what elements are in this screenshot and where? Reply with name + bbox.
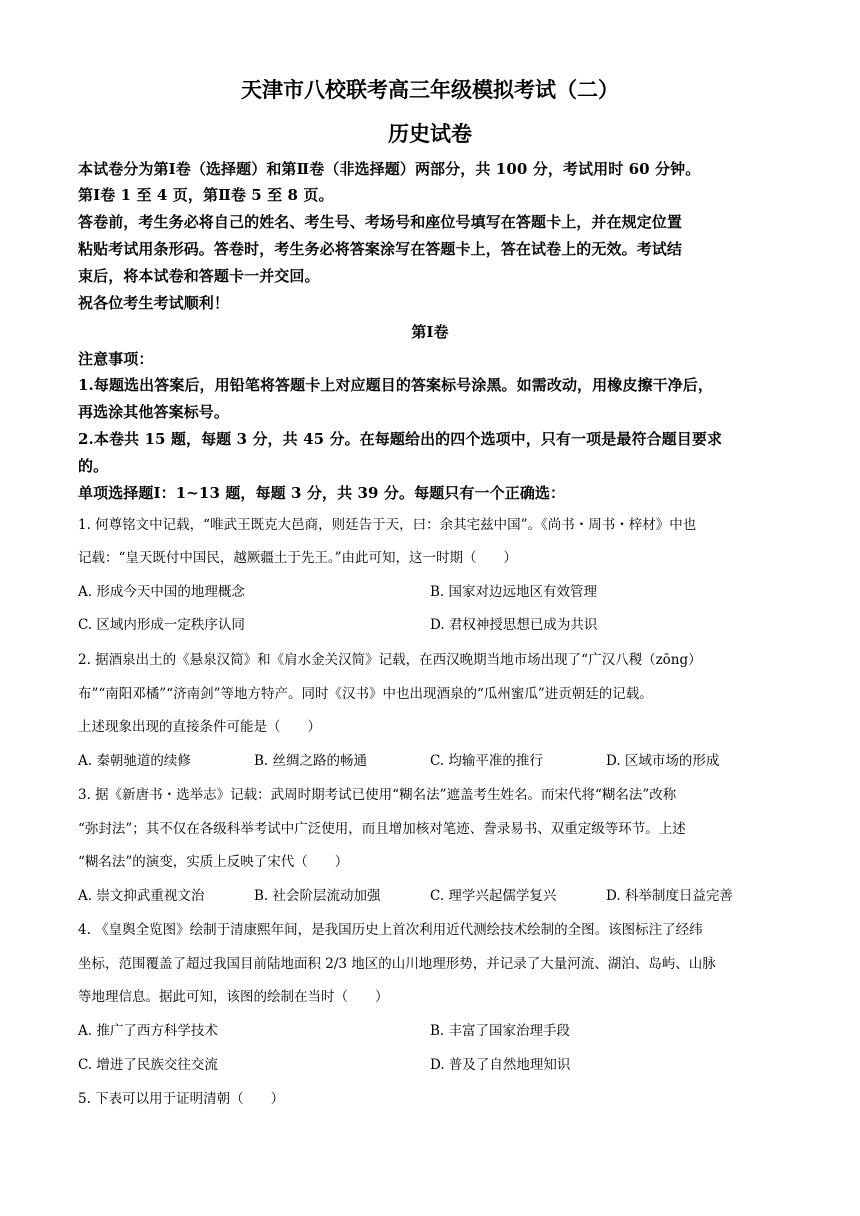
question-3-stem: “弥封法”；其不仅在各级科举考试中广泛使用，而且增加核对笔迹、誊录易书、双重定级等环节。上述: [78, 821, 686, 837]
intro-line: 答卷前，考生务必将自己的姓名、考生号、考场号和座位号填写在答题卡上，并在规定位置: [78, 213, 683, 231]
question-2-option-d: D. 区域市场的形成: [606, 753, 720, 769]
exam-title: 天津市八校联考高三年级模拟考试（二）: [241, 77, 619, 102]
question-2-option-a: A. 秦朝驰道的续修: [78, 753, 191, 769]
question-3-option-b: B. 社会阶层流动加强: [254, 888, 381, 904]
note-line: 再选涂其他答案标号。: [78, 403, 230, 421]
question-3-stem: 3. 据《新唐书・选举志》记载：武周时期考试已使用“糊名法”遮盖考生姓名。而宋代将“糊名法”改称: [78, 787, 677, 803]
question-4-option-d: D. 普及了自然地理知识: [430, 1057, 571, 1073]
question-1-option-b: B. 国家对边远地区有效管理: [430, 584, 598, 600]
question-3-option-a: A. 崇文抑武重视文治: [78, 888, 205, 904]
question-3-option-c: C. 理学兴起儒学复兴: [430, 888, 557, 904]
note-line: 1.每题选出答案后，用铅笔将答题卡上对应题目的答案标号涂黑。如需改动，用橡皮擦干净后，: [78, 376, 713, 394]
question-4-stem: 4. 《皇舆全览图》绘制于清康熙年间，是我国历史上首次利用近代测绘技术绘制的全图。该图标注了经纬: [78, 922, 703, 938]
section-label: 第Ⅰ卷: [411, 323, 449, 341]
question-4-option-a: A. 推广了西方科学技术: [78, 1023, 218, 1039]
question-2-stem: 上述现象出现的直接条件可能是（ ）: [78, 719, 321, 735]
question-4-stem: 坐标，范围覆盖了超过我国目前陆地面积 2/3 地区的山川地理形势，并记录了大量河流、湖泊、岛屿、山脉: [78, 956, 716, 972]
intro-line: 第Ⅰ卷 1 至 4 页，第Ⅱ卷 5 至 8 页。: [78, 186, 334, 204]
intro-line: 祝各位考生考试顺利！: [78, 294, 230, 312]
question-2-option-b: B. 丝绸之路的畅通: [254, 753, 368, 769]
question-1-option-c: C. 区域内形成一定秩序认同: [78, 617, 245, 633]
exam-subtitle: 历史试卷: [388, 121, 472, 146]
question-3-stem: “糊名法”的演变，实质上反映了宋代（ ）: [78, 854, 349, 870]
intro-line: 束后，将本试卷和答题卡一并交回。: [78, 267, 320, 285]
question-1-option-a: A. 形成今天中国的地理概念: [78, 584, 245, 600]
question-1-stem: 1. 何尊铭文中记载，“唯武王既克大邑商，则廷告于天，曰：余其宅兹中国”。《尚书・周书・梓材》中也: [78, 517, 697, 533]
note-line: 的。: [78, 457, 109, 475]
question-2-stem: 布”“南阳邓橘”“济南剑”等地方特产。同时《汉书》中也出现酒泉的“瓜州蜜瓜”进贡朝廷的记载。: [78, 686, 653, 702]
question-2-stem: 2. 据酒泉出土的《悬泉汉简》和《肩水金关汉简》记载，在西汉晚期当地市场出现了“广汉八稯（zōng）: [78, 652, 702, 668]
notes-title: 注意事项：: [78, 350, 154, 368]
question-3-option-d: D. 科举制度日益完善: [606, 888, 733, 904]
question-4-stem: 等地理信息。据此可知，该图的绘制在当时（ ）: [78, 989, 389, 1005]
question-1-stem: 记载：“皇天既付中国民，越厥疆土于先王。”由此可知，这一时期（ ）: [78, 550, 518, 566]
question-1-option-d: D. 君权神授思想已成为共识: [430, 617, 598, 633]
question-2-option-c: C. 均输平准的推行: [430, 753, 543, 769]
question-4-option-c: C. 增进了民族交往交流: [78, 1057, 218, 1073]
note-line: 2.本卷共 15 题，每题 3 分，共 45 分。在每题给出的四个选项中，只有一项是最符合题目要求: [78, 430, 723, 448]
part-heading: 单项选择题Ⅰ：1~13 题，每题 3 分，共 39 分。每题只有一个正确选：: [78, 484, 566, 502]
question-4-option-b: B. 丰富了国家治理手段: [430, 1023, 571, 1039]
intro-line: 粘贴考试用条形码。答卷时，考生务必将答案涂写在答题卡上，答在试卷上的无效。考试结: [78, 240, 683, 258]
intro-line: 本试卷分为第Ⅰ卷（选择题）和第Ⅱ卷（非选择题）两部分，共 100 分，考试用时 60 分钟。: [78, 160, 701, 178]
question-5-stem: 5. 下表可以用于证明清朝（ ）: [78, 1091, 285, 1107]
